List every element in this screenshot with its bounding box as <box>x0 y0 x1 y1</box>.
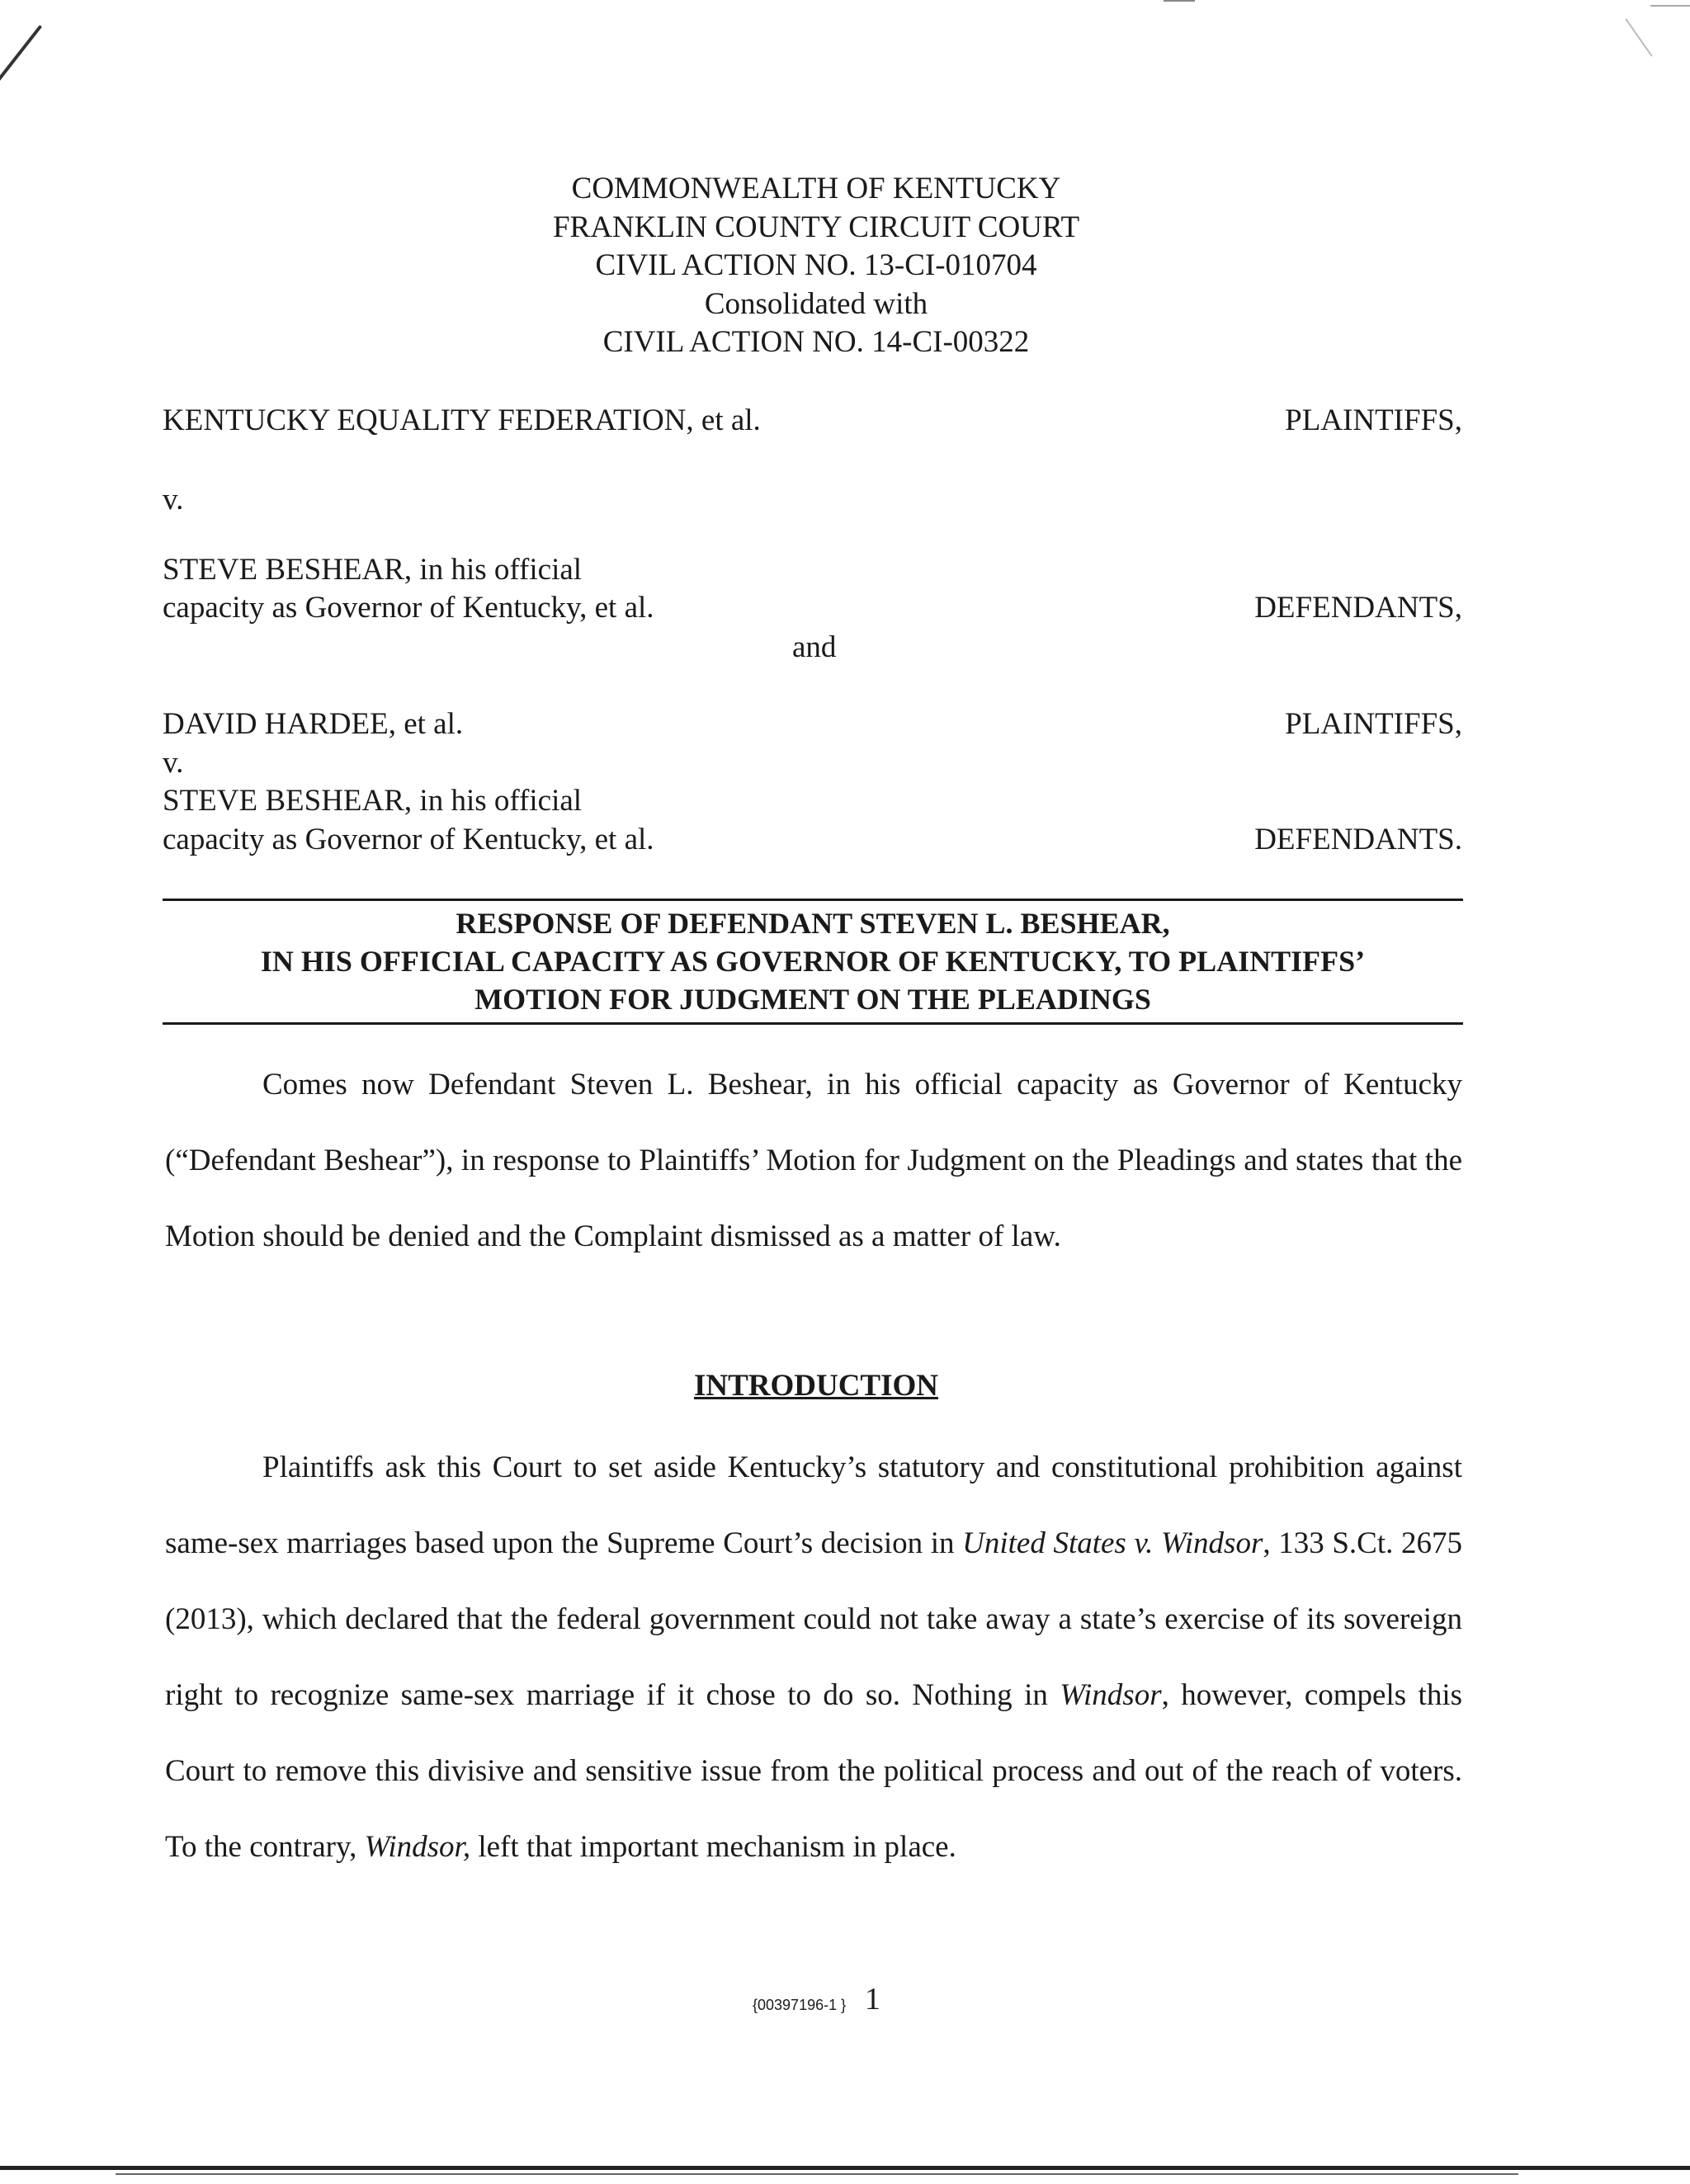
case2-versus: v. <box>163 746 184 780</box>
case1-defendant-role: DEFENDANTS, <box>1254 591 1462 625</box>
scan-top-dash <box>1164 0 1195 2</box>
scan-corner-mark <box>1625 18 1652 56</box>
introduction-heading: INTRODUCTION <box>693 1369 939 1403</box>
scan-bottom-edge <box>0 2166 1690 2170</box>
case1-defendant-line-2: capacity as Governor of Kentucky, et al. <box>163 591 654 625</box>
intro-text-4: left that important mechanism in place. <box>470 1830 956 1864</box>
case2-defendant-role: DEFENDANTS. <box>1254 823 1462 856</box>
footer-document-id: {00397196-1 } <box>753 1997 847 2013</box>
and-separator: and <box>792 630 837 664</box>
case2-plaintiff: DAVID HARDEE, et al. <box>163 707 464 741</box>
title-line-1: RESPONSE OF DEFENDANT STEVEN L. BESHEAR, <box>456 907 1170 940</box>
windsor-reference-2: Windsor, <box>364 1830 471 1864</box>
case1-versus: v. <box>163 483 184 517</box>
case-citation-windsor: United States v. Windsor <box>962 1526 1263 1560</box>
court-header-line-5: CIVIL ACTION NO. 14-CI-00322 <box>602 325 1030 359</box>
opening-paragraph: Comes now Defendant Steven L. Beshear, in his official capacity as Governor of Kentucky (“Defendant Beshear”), in response to Plaintiffs’ Motion for Judgment on the Pleadings and states that the Motion should be denied and the Complaint dismissed as a matter of law. <box>165 1068 1462 1253</box>
windsor-reference-1: Windsor <box>1060 1678 1162 1712</box>
pen-slash-mark <box>0 25 42 92</box>
court-header-line-3: CIVIL ACTION NO. 13-CI-010704 <box>595 248 1037 282</box>
title-line-3: MOTION FOR JUDGMENT ON THE PLEADINGS <box>474 983 1151 1016</box>
case2-defendant-line-2: capacity as Governor of Kentucky, et al. <box>163 823 654 856</box>
court-header-line-1: COMMONWEALTH OF KENTUCKY <box>571 172 1061 205</box>
scan-bottom-edge-secondary <box>116 2173 1518 2175</box>
case1-plaintiff: KENTUCKY EQUALITY FEDERATION, et al. <box>163 403 761 437</box>
case1-defendant-line-1: STEVE BESHEAR, in his official <box>163 553 583 587</box>
title-bottom-rule <box>163 1022 1463 1025</box>
introduction-paragraph <box>165 1430 1462 1885</box>
title-line-2: IN HIS OFFICIAL CAPACITY AS GOVERNOR OF KENTUCKY, TO PLAINTIFFS’ <box>260 945 1366 978</box>
scan-top-dash-right <box>1650 5 1690 7</box>
case2-plaintiff-role: PLAINTIFFS, <box>1285 707 1462 741</box>
case1-plaintiff-role: PLAINTIFFS, <box>1285 403 1462 437</box>
case2-defendant-line-1: STEVE BESHEAR, in his official <box>163 784 583 818</box>
intro-text-3: , however, compels this Court to remove this divisive and sensitive issue from the political process and out of the reach of voters. To the contrary, <box>165 1678 1462 1864</box>
court-header-line-2: FRANKLIN COUNTY CIRCUIT COURT <box>552 210 1080 244</box>
title-top-rule <box>163 899 1463 901</box>
page-number: 1 <box>865 1982 880 2017</box>
intro-text-2: , 133 S.Ct. 2675 (2013), which declared that the federal government could not take away a state’s exercise of its sovereign right to recognize same-sex marriage if it chose to do so. Nothing in <box>165 1526 1463 1712</box>
intro-text-1: Plaintiffs ask this Court to set aside Kentucky’s statutory and constitutional prohibition against same-sex marriages based upon the Supreme Court’s decision in <box>165 1450 1462 1560</box>
court-header-line-4: Consolidated with <box>704 287 928 321</box>
